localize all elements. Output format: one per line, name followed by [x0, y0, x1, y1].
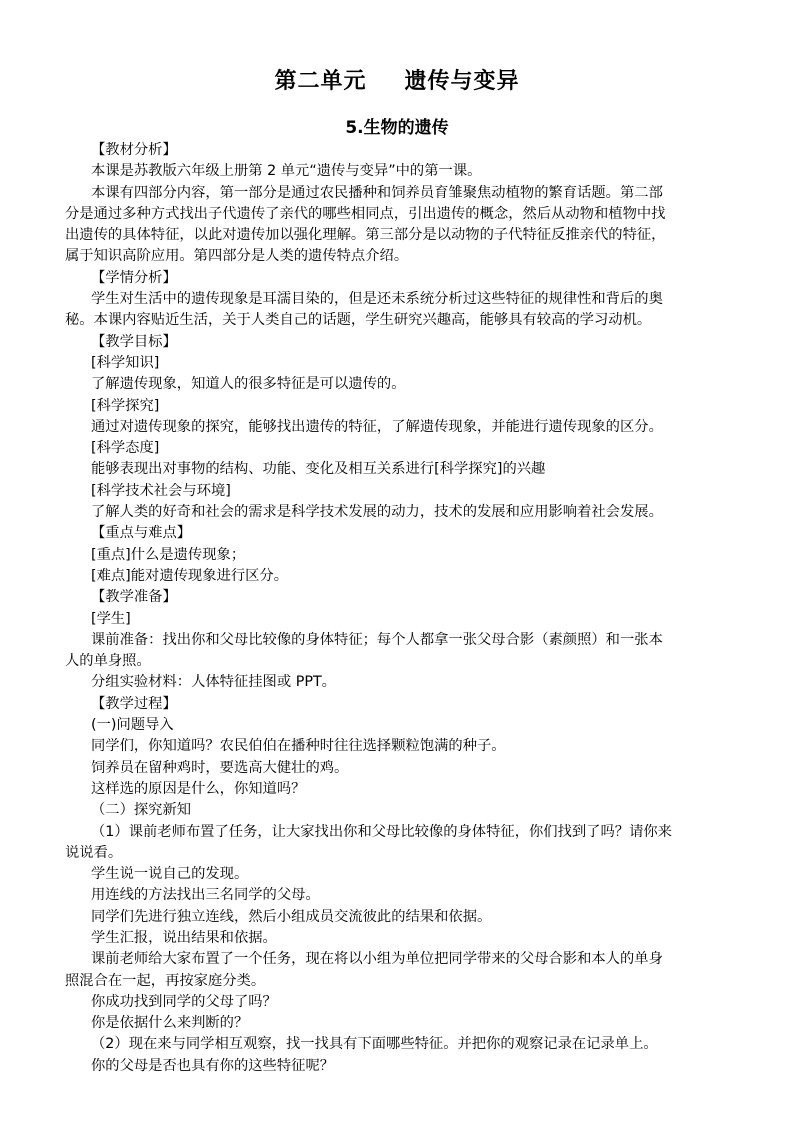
- paragraph-line: 能够表现出对事物的结构、功能、变化及相互关系进行[科学探究]的兴趣: [91, 461, 546, 478]
- paragraph-line: [科学探究]: [91, 397, 160, 414]
- unit-title: [0, 64, 794, 95]
- paragraph-line: （2）现在来与同学相互观察，找一找具有下面哪些特征。并把你的观察记录在记录单上。: [91, 1036, 658, 1053]
- paragraph-line: 秘。本课内容贴近生活，关于人类自己的话题，学生研究兴趣高，能够具有较高的学习动机。: [65, 312, 652, 329]
- paragraph-line: 照混合在一起，再按家庭分类。: [65, 972, 266, 989]
- paragraph-line: 同学们，你知道吗？农民伯伯在播种时往往选择颗粒饱满的种子。: [91, 738, 506, 755]
- paragraph-line: [重点]什么是遗传现象；: [91, 546, 246, 563]
- paragraph-line: [难点]能对遗传现象进行区分。: [91, 567, 289, 584]
- paragraph-line: 说说看。: [65, 844, 123, 861]
- paragraph-line: [学生]: [91, 610, 131, 627]
- paragraph-line: 本课有四部分内容，第一部分是通过农民播种和饲养员育雏聚焦动植物的繁育话题。第二部: [91, 184, 663, 201]
- paragraph-line: 学生汇报，说出结果和依据。: [91, 929, 277, 946]
- paragraph-line: 人的单身照。: [65, 653, 151, 670]
- lesson-body: [65, 140, 741, 1077]
- paragraph-line: 你的父母是否也具有你的这些特征呢？: [91, 1057, 335, 1074]
- paragraph-line: 学生说一说自己的发现。: [91, 866, 249, 883]
- section-heading: 【重点与难点】: [91, 525, 192, 542]
- paragraph-line: 用连线的方法找出三名同学的父母。: [91, 887, 320, 904]
- section-heading: 【教学准备】: [91, 589, 177, 606]
- paragraph-line: 学生对生活中的遗传现象是耳濡目染的，但是还未系统分析过这些特征的规律性和背后的奥: [91, 291, 663, 308]
- paragraph-line: （1）课前老师布置了任务，让大家找出你和父母比较像的身体特征，你们找到了吗？请你来: [91, 823, 672, 840]
- section-heading: 【教学目标】: [91, 333, 177, 350]
- paragraph-line: [科学知识]: [91, 354, 160, 371]
- paragraph-line: 了解人类的好奇和社会的需求是科学技术发展的动力，技术的发展和应用影响着社会发展。: [91, 504, 663, 521]
- paragraph-line: 出遗传的具体特征，以此对遗传加以强化理解。第三部分是以动物的子代特征反推亲代的特征，: [65, 227, 666, 244]
- lesson-title: 5.生物的遗传: [345, 118, 449, 138]
- paragraph-line: 分组实验材料：人体特征挂图或 PPT。: [91, 674, 336, 691]
- paragraph-line: 你是依据什么来判断的？: [91, 1015, 249, 1032]
- paragraph-line: 课前老师给大家布置了一个任务，现在将以小组为单位把同学带来的父母合影和本人的单身: [91, 951, 663, 968]
- section-heading: 【教材分析】: [91, 142, 177, 158]
- paragraph-line: (一)问题导入: [91, 717, 174, 734]
- paragraph-line: 本课是苏教版六年级上册第 2 单元“遗传与变异”中的第一课。: [91, 163, 482, 180]
- paragraph-line: 这样选的原因是什么，你知道吗？: [91, 780, 306, 797]
- paragraph-line: 分是通过多种方式找出子代遗传了亲代的哪些相同点，引出遗传的概念，然后从动物和植物中找: [65, 205, 666, 222]
- paragraph-line: 课前准备：找出你和父母比较像的身体特征；每个人都拿一张父母合影（素颜照）和一张本: [91, 631, 663, 648]
- paragraph-line: 通过对遗传现象的探究，能够找出遗传的特征，了解遗传现象，并能进行遗传现象的区分。: [91, 418, 663, 435]
- paragraph-line: 属于知识高阶应用。第四部分是人类的遗传特点介绍。: [65, 248, 409, 265]
- paragraph-line: 饲养员在留种鸡时，要选高大健壮的鸡。: [91, 759, 349, 776]
- paragraph-line: 同学们先进行独立连线，然后小组成员交流彼此的结果和依据。: [91, 908, 492, 925]
- paragraph-line: 你成功找到同学的父母了吗？: [91, 993, 277, 1010]
- paragraph-line: [科学态度]: [91, 440, 160, 457]
- section-heading: 【学情分析】: [91, 269, 177, 286]
- unit-title-topic: 遗传与变异: [404, 69, 520, 94]
- paragraph-line: （二）探究新知: [91, 802, 192, 819]
- unit-title-number: 第二单元: [274, 69, 367, 94]
- section-heading: 【教学过程】: [91, 695, 177, 712]
- paragraph-line: [科学技术社会与环境]: [91, 482, 231, 499]
- paragraph-line: 了解遗传现象，知道人的很多特征是可以遗传的。: [91, 376, 406, 393]
